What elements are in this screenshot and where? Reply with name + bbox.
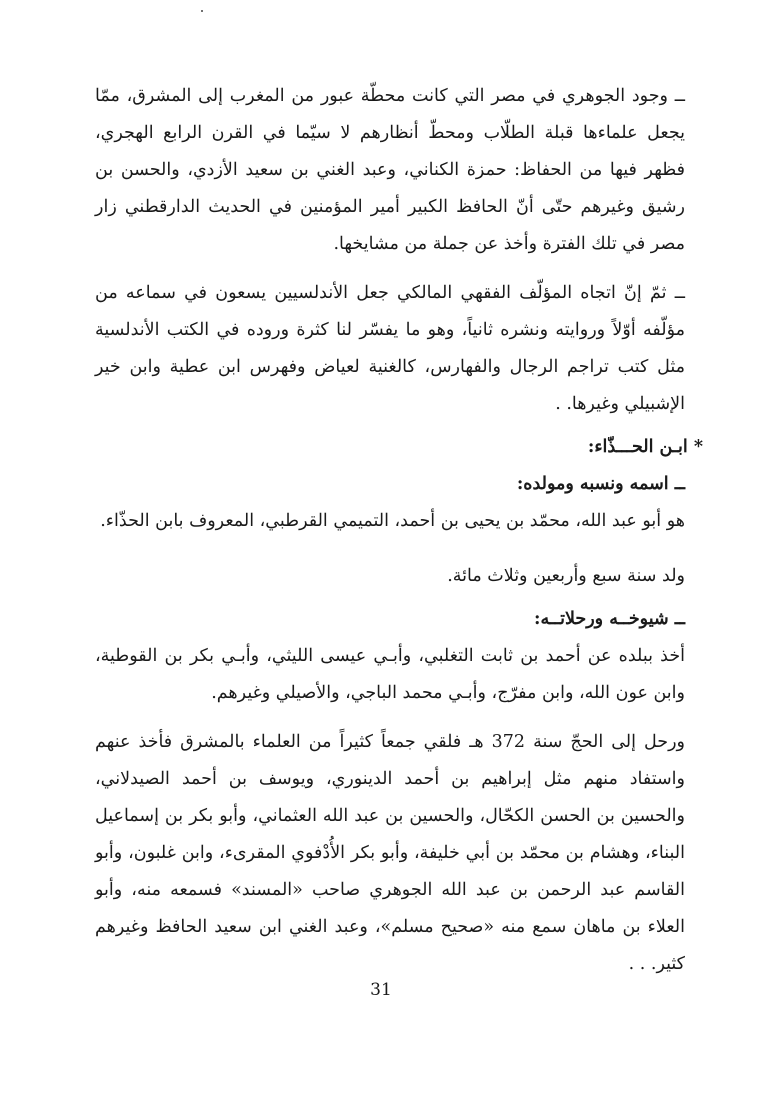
section-heading-ibn-alhadhdha: * ابـن الحـــذّاء: [587, 437, 703, 457]
paragraph-local-teachers: أخذ ببلده عن أحمد بن ثابت التغلبي، وأبـي عيسى الليثي، وأبـي بكر بن القوطية، وابن عون الله، وابن مفرّج، وأبـي محمد الباجي، والأصيلي وغيرهم. [95, 646, 685, 703]
page-number: 31 [370, 980, 392, 1000]
subheading-name-lineage: ــ اسمه ونسبه ومولده: [516, 474, 685, 494]
paragraph-birth: ولد سنة سبع وأربعين وثلاث مائة. [447, 566, 685, 586]
paragraph-jawhari-egypt: ــ وجود الجوهري في مصر التي كانت محطّة عبور من المغرب إلى المشرق، ممّا يجعل علماءها قبلة الطلّاب ومحطّ أنظارهم لا سيّما في القرن الرابع الهجري، فظهر فيها من الحفاظ: حمزة الكناني، وعبد الغني بن سعيد الأزدي، والحسن بن رشيق وغيرهم حتّى أنّ الحافظ الكبير أمير المؤمنين في الحديث الدارقطني زار مصر في تلك الفترة وأخذ عن جملة من مشايخها. [95, 86, 685, 254]
paragraph-name: هو أبو عبد الله، محمّد بن يحيى بن أحمد، التميمي القرطبي، المعروف بابن الحذّاء. [100, 511, 685, 531]
page-body [95, 78, 705, 983]
paragraph-maliki-direction: ــ ثمّ إنّ اتجاه المؤلّف الفقهي المالكي جعل الأندلسيين يسعون في سماعه من مؤلّفه أوّلاً وروايته ونشره ثانياً، وهو ما يفسّر لنا كثرة وروده في الكتب الأندلسية مثل كتب تراجم الرجال والفهارس، كالغنية لعياض وفهرس ابن عطية وابن خير الإشبيلي وغيرها. . [95, 283, 685, 414]
paragraph-hajj-journey: ورحل إلى الحجّ سنة 372 هـ فلقي جمعاً كثيراً من العلماء بالمشرق فأخذ عنهم واستفاد منهم مثل إبراهيم بن أحمد الدينوري، ويوسف بن أحمد الصيدلاني، والحسين بن الحسن الكحّال، والحسين بن عبد الله العثماني، وأبو بكر بن إسماعيل البناء، وهشام بن محمّد بن أبي خليفة، وأبو بكر الأُدْفوي المقرىء، وابن غلبون، وأبو القاسم عبد الرحمن بن عبد الله الجوهري صاحب «المسند» فسمعه منه، وأبو العلاء بن ماهان سمع منه «صحيح مسلم»، وعبد الغني ابن سعيد الحافظ وغيرهم كثير. . . [95, 732, 685, 974]
subheading-teachers-travels: ــ شيوخــه ورحلاتــه: [533, 609, 685, 629]
scan-speck [201, 10, 203, 12]
